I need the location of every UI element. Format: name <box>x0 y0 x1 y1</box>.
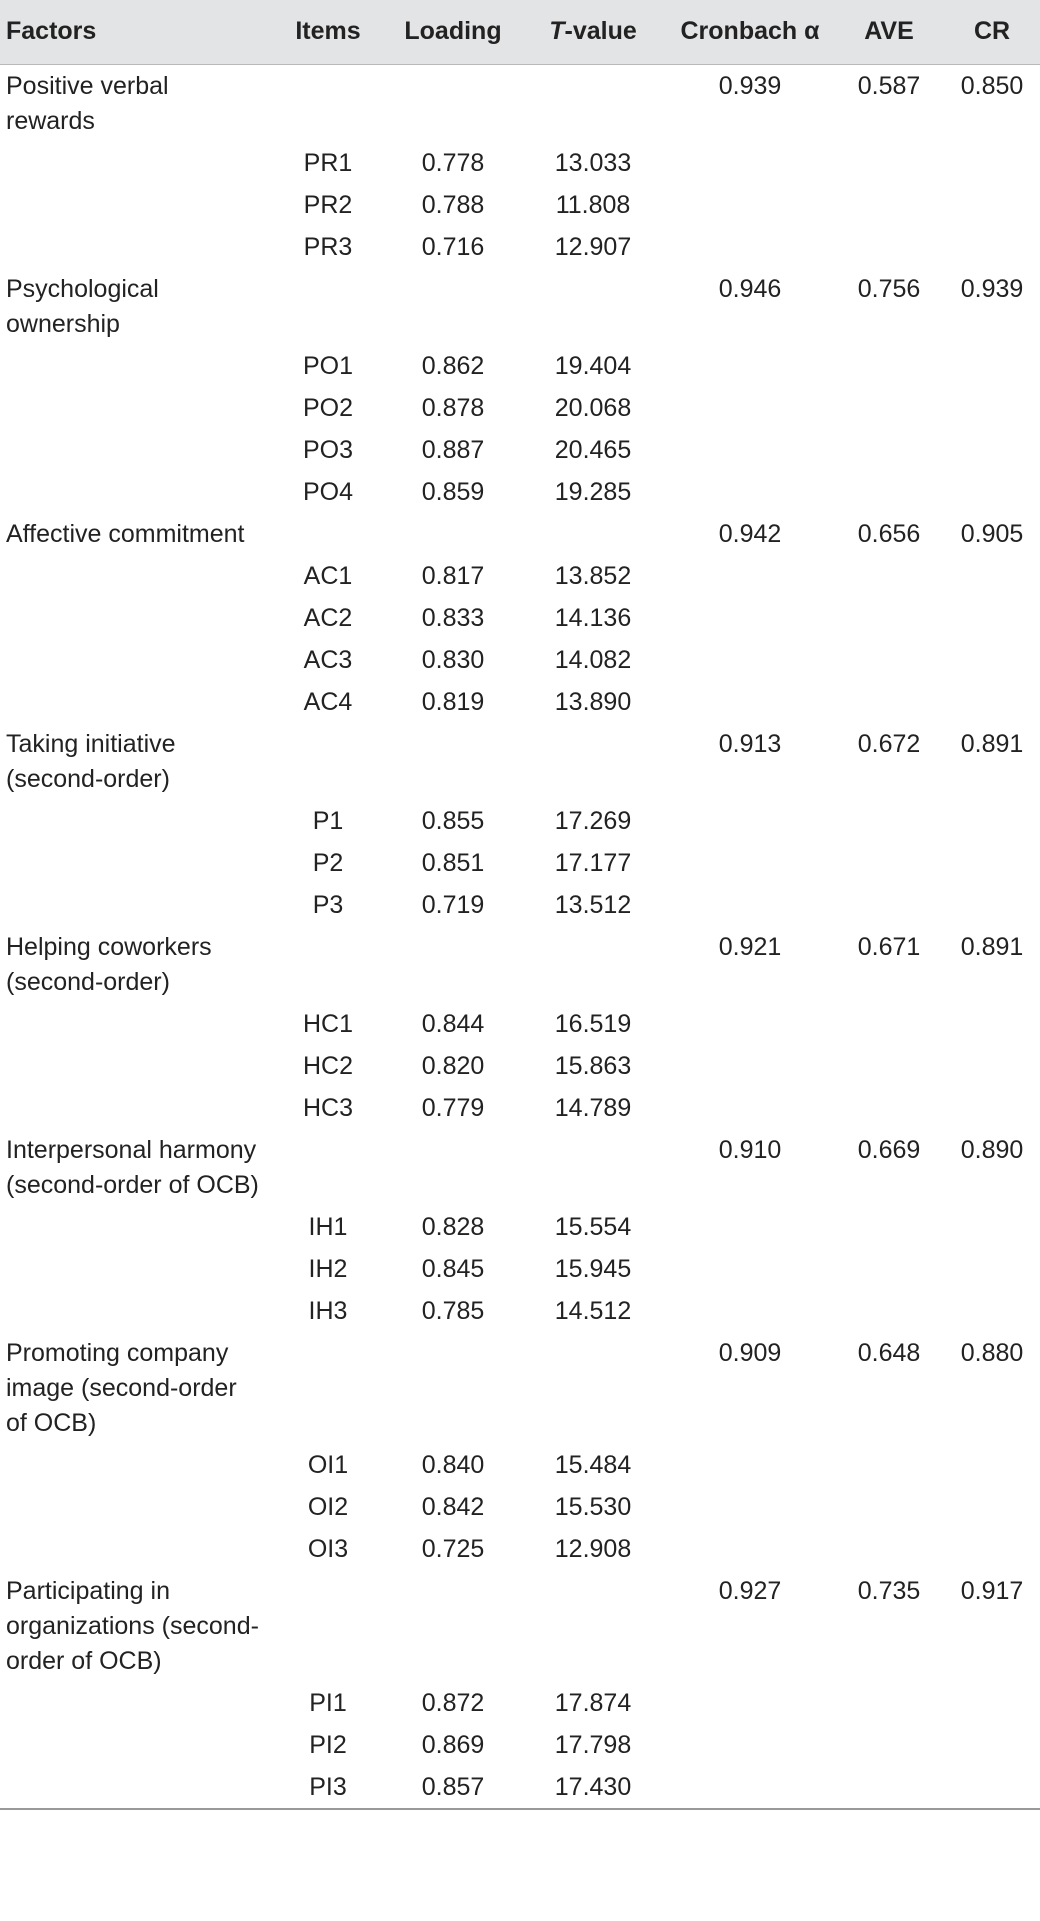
empty-cell <box>666 387 834 429</box>
item-id: HC2 <box>302 1051 353 1080</box>
item-row <box>0 142 1040 184</box>
item-row <box>0 429 1040 471</box>
empty-cell <box>944 1724 1040 1766</box>
empty-cell <box>520 268 666 345</box>
t-value: 15.863 <box>554 1051 632 1080</box>
item-row <box>0 1248 1040 1290</box>
empty-cell <box>666 884 834 926</box>
empty-cell <box>834 639 944 681</box>
empty-cell <box>386 723 520 800</box>
t-value: 13.033 <box>554 148 632 177</box>
empty-cell <box>386 926 520 1003</box>
empty-cell <box>0 1766 270 1809</box>
empty-cell <box>0 681 270 723</box>
empty-cell <box>666 1486 834 1528</box>
loading-value: 0.855 <box>421 806 485 835</box>
t-value: 12.908 <box>554 1534 632 1563</box>
item-id: AC2 <box>303 603 353 632</box>
item-id: IH1 <box>308 1212 348 1241</box>
factor-name: Affective commitment <box>6 519 245 548</box>
empty-cell <box>520 1332 666 1444</box>
empty-cell <box>666 1682 834 1724</box>
empty-cell <box>944 1045 1040 1087</box>
item-row <box>0 226 1040 268</box>
cr-value: 0.917 <box>960 1576 1024 1605</box>
factor-name: Interpersonal harmony (second-order of OCB) <box>6 1135 259 1199</box>
empty-cell <box>944 1003 1040 1045</box>
empty-cell <box>944 226 1040 268</box>
empty-cell <box>944 1087 1040 1129</box>
header-row <box>0 0 1040 64</box>
ave-value: 0.656 <box>857 519 921 548</box>
empty-cell <box>270 1332 386 1444</box>
item-row <box>0 345 1040 387</box>
cronbach-alpha-value: 0.913 <box>718 729 782 758</box>
empty-cell <box>0 842 270 884</box>
empty-cell <box>834 1486 944 1528</box>
t-value: 14.136 <box>554 603 632 632</box>
factor-name: Helping coworkers (second-order) <box>6 932 212 996</box>
cronbach-alpha-value: 0.910 <box>718 1135 782 1164</box>
item-row <box>0 1045 1040 1087</box>
header-loading: Loading <box>386 0 520 64</box>
loading-value: 0.788 <box>421 190 485 219</box>
loading-value: 0.887 <box>421 435 485 464</box>
t-value: 15.554 <box>554 1212 632 1241</box>
t-value: 11.808 <box>555 190 631 219</box>
loading-value: 0.820 <box>421 1051 485 1080</box>
item-row <box>0 1724 1040 1766</box>
item-row <box>0 884 1040 926</box>
item-id: PR1 <box>303 148 353 177</box>
empty-cell <box>666 1444 834 1486</box>
item-id: P2 <box>312 848 344 877</box>
empty-cell <box>834 184 944 226</box>
empty-cell <box>834 1087 944 1129</box>
item-row <box>0 1003 1040 1045</box>
empty-cell <box>0 1682 270 1724</box>
empty-cell <box>520 513 666 555</box>
empty-cell <box>0 429 270 471</box>
item-id: PO4 <box>302 477 354 506</box>
empty-cell <box>834 387 944 429</box>
empty-cell <box>834 800 944 842</box>
item-id: HC1 <box>302 1009 353 1038</box>
empty-cell <box>0 345 270 387</box>
empty-cell <box>834 1290 944 1332</box>
empty-cell <box>834 471 944 513</box>
empty-cell <box>270 268 386 345</box>
empty-cell <box>0 1724 270 1766</box>
empty-cell <box>944 184 1040 226</box>
empty-cell <box>0 1045 270 1087</box>
empty-cell <box>834 1682 944 1724</box>
empty-cell <box>666 345 834 387</box>
t-value: 15.484 <box>554 1450 632 1479</box>
item-row <box>0 555 1040 597</box>
empty-cell <box>386 513 520 555</box>
empty-cell <box>666 800 834 842</box>
empty-cell <box>944 471 1040 513</box>
item-row <box>0 1444 1040 1486</box>
empty-cell <box>666 471 834 513</box>
empty-cell <box>0 800 270 842</box>
item-id: IH2 <box>308 1254 348 1283</box>
empty-cell <box>270 513 386 555</box>
cronbach-alpha-value: 0.909 <box>718 1338 782 1367</box>
empty-cell <box>944 1528 1040 1570</box>
cr-value: 0.890 <box>960 1135 1024 1164</box>
loading-value: 0.833 <box>421 603 485 632</box>
t-value: 14.789 <box>554 1093 632 1122</box>
item-row <box>0 1528 1040 1570</box>
cronbach-alpha-value: 0.939 <box>718 71 782 100</box>
ave-value: 0.669 <box>857 1135 921 1164</box>
empty-cell <box>834 345 944 387</box>
item-id: AC1 <box>303 561 353 590</box>
item-id: PO2 <box>302 393 354 422</box>
loading-value: 0.859 <box>421 477 485 506</box>
loading-value: 0.878 <box>421 393 485 422</box>
factor-row <box>0 1332 1040 1444</box>
empty-cell <box>834 429 944 471</box>
t-value: 17.430 <box>520 1766 666 1809</box>
empty-cell <box>834 1766 944 1809</box>
t-value: 13.512 <box>554 890 632 919</box>
item-id: PR2 <box>303 190 353 219</box>
empty-cell <box>520 723 666 800</box>
item-id: HC3 <box>302 1093 353 1122</box>
empty-cell <box>944 1486 1040 1528</box>
loading-value: 0.785 <box>421 1296 485 1325</box>
empty-cell <box>0 184 270 226</box>
factor-row <box>0 926 1040 1003</box>
loading-value: 0.817 <box>421 561 485 590</box>
loading-value: 0.862 <box>421 351 485 380</box>
loading-value: 0.857 <box>386 1766 520 1809</box>
factor-name: Positive verbal rewards <box>6 71 169 135</box>
t-value: 20.068 <box>554 393 632 422</box>
factor-name: Taking initiative (second-order) <box>6 729 176 793</box>
empty-cell <box>944 555 1040 597</box>
item-row <box>0 1766 1040 1809</box>
factor-name: Psychological ownership <box>6 274 159 338</box>
empty-cell <box>0 1003 270 1045</box>
loading-value: 0.719 <box>421 890 485 919</box>
factor-row <box>0 1129 1040 1206</box>
t-value: 13.852 <box>554 561 632 590</box>
empty-cell <box>386 1570 520 1682</box>
item-row <box>0 639 1040 681</box>
empty-cell <box>666 1766 834 1809</box>
empty-cell <box>520 926 666 1003</box>
empty-cell <box>944 1206 1040 1248</box>
item-row <box>0 471 1040 513</box>
header-t-suffix: -value <box>564 17 637 46</box>
loading-value: 0.828 <box>421 1212 485 1241</box>
cr-value: 0.850 <box>960 71 1024 100</box>
empty-cell <box>0 555 270 597</box>
ave-value: 0.587 <box>857 71 921 100</box>
empty-cell <box>666 1528 834 1570</box>
empty-cell <box>666 555 834 597</box>
empty-cell <box>0 597 270 639</box>
t-value: 19.285 <box>554 477 632 506</box>
ave-value: 0.648 <box>857 1338 921 1367</box>
empty-cell <box>666 681 834 723</box>
empty-cell <box>834 142 944 184</box>
item-id: IH3 <box>308 1296 348 1325</box>
empty-cell <box>666 1045 834 1087</box>
item-id: P1 <box>312 806 344 835</box>
loading-value: 0.819 <box>421 687 485 716</box>
loading-value: 0.779 <box>421 1093 485 1122</box>
empty-cell <box>944 639 1040 681</box>
header-factors: Factors <box>0 0 270 64</box>
t-value: 17.269 <box>554 806 632 835</box>
cronbach-alpha-value: 0.921 <box>718 932 782 961</box>
t-value: 14.082 <box>554 645 632 674</box>
t-value: 20.465 <box>554 435 632 464</box>
empty-cell <box>386 1129 520 1206</box>
empty-cell <box>834 226 944 268</box>
empty-cell <box>834 1444 944 1486</box>
ave-value: 0.735 <box>857 1576 921 1605</box>
factor-name: Participating in organizations (second-order of OCB) <box>6 1576 259 1675</box>
empty-cell <box>944 429 1040 471</box>
empty-cell <box>0 639 270 681</box>
loading-value: 0.844 <box>421 1009 485 1038</box>
t-value: 15.945 <box>554 1254 632 1283</box>
factor-name: Promoting company image (second-order of OCB) <box>6 1338 237 1437</box>
item-row <box>0 597 1040 639</box>
loading-value: 0.725 <box>421 1534 485 1563</box>
empty-cell <box>944 345 1040 387</box>
empty-cell <box>944 884 1040 926</box>
empty-cell <box>944 1682 1040 1724</box>
factor-row <box>0 723 1040 800</box>
empty-cell <box>666 639 834 681</box>
empty-cell <box>520 1129 666 1206</box>
empty-cell <box>270 723 386 800</box>
t-value: 14.512 <box>554 1296 632 1325</box>
item-row <box>0 681 1040 723</box>
empty-cell <box>270 64 386 142</box>
header-t-value <box>520 0 666 64</box>
cr-value: 0.905 <box>960 519 1024 548</box>
empty-cell <box>666 226 834 268</box>
empty-cell <box>0 1206 270 1248</box>
loading-value: 0.716 <box>421 232 485 261</box>
empty-cell <box>666 1724 834 1766</box>
empty-cell <box>270 1570 386 1682</box>
empty-cell <box>386 64 520 142</box>
item-id: OI1 <box>307 1450 349 1479</box>
loading-value: 0.869 <box>421 1730 485 1759</box>
empty-cell <box>0 1087 270 1129</box>
empty-cell <box>944 681 1040 723</box>
item-row <box>0 1486 1040 1528</box>
cr-value: 0.891 <box>960 729 1024 758</box>
item-row <box>0 842 1040 884</box>
item-row <box>0 184 1040 226</box>
loading-value: 0.840 <box>421 1450 485 1479</box>
empty-cell <box>0 1486 270 1528</box>
t-value: 17.177 <box>554 848 632 877</box>
empty-cell <box>520 1570 666 1682</box>
ave-value: 0.671 <box>857 932 921 961</box>
loading-value: 0.842 <box>421 1492 485 1521</box>
header-cronbach: Cronbach α <box>666 0 834 64</box>
empty-cell <box>834 597 944 639</box>
empty-cell <box>944 1248 1040 1290</box>
cr-value: 0.880 <box>960 1338 1024 1367</box>
empty-cell <box>944 1444 1040 1486</box>
header-items: Items <box>270 0 386 64</box>
t-value: 13.890 <box>554 687 632 716</box>
empty-cell <box>270 1129 386 1206</box>
item-id: AC3 <box>303 645 353 674</box>
empty-cell <box>520 64 666 142</box>
empty-cell <box>834 1248 944 1290</box>
empty-cell <box>0 142 270 184</box>
table-body <box>0 64 1040 1809</box>
empty-cell <box>666 184 834 226</box>
ave-value: 0.672 <box>857 729 921 758</box>
empty-cell <box>834 1003 944 1045</box>
empty-cell <box>666 429 834 471</box>
ave-value: 0.756 <box>857 274 921 303</box>
empty-cell <box>270 926 386 1003</box>
factor-row <box>0 1570 1040 1682</box>
empty-cell <box>834 842 944 884</box>
empty-cell <box>944 800 1040 842</box>
empty-cell <box>0 1528 270 1570</box>
item-id: PO1 <box>302 351 354 380</box>
t-value: 17.798 <box>554 1730 632 1759</box>
loading-value: 0.845 <box>421 1254 485 1283</box>
loading-value: 0.872 <box>421 1688 485 1717</box>
empty-cell <box>386 268 520 345</box>
empty-cell <box>944 142 1040 184</box>
empty-cell <box>666 842 834 884</box>
cr-value: 0.891 <box>960 932 1024 961</box>
t-value: 15.530 <box>554 1492 632 1521</box>
empty-cell <box>0 471 270 513</box>
empty-cell <box>834 555 944 597</box>
item-row <box>0 1206 1040 1248</box>
header-ave: AVE <box>834 0 944 64</box>
item-row <box>0 1682 1040 1724</box>
item-row <box>0 1290 1040 1332</box>
t-value: 17.874 <box>554 1688 632 1717</box>
empty-cell <box>0 226 270 268</box>
empty-cell <box>666 1206 834 1248</box>
empty-cell <box>0 1290 270 1332</box>
empty-cell <box>834 1528 944 1570</box>
factor-row <box>0 513 1040 555</box>
loading-value: 0.851 <box>421 848 485 877</box>
cronbach-alpha-value: 0.927 <box>718 1576 782 1605</box>
loading-value: 0.830 <box>421 645 485 674</box>
empty-cell <box>944 1290 1040 1332</box>
item-id: AC4 <box>303 687 353 716</box>
item-row <box>0 800 1040 842</box>
empty-cell <box>834 1045 944 1087</box>
item-id: PI1 <box>309 1688 347 1717</box>
empty-cell <box>666 142 834 184</box>
item-row <box>0 387 1040 429</box>
item-id: PR3 <box>303 232 353 261</box>
empty-cell <box>666 1087 834 1129</box>
empty-cell <box>0 1248 270 1290</box>
factor-row <box>0 64 1040 142</box>
empty-cell <box>666 1290 834 1332</box>
empty-cell <box>834 1206 944 1248</box>
header-t-letter: T <box>549 17 565 46</box>
empty-cell <box>0 387 270 429</box>
table-header <box>0 0 1040 64</box>
empty-cell <box>944 842 1040 884</box>
empty-cell <box>386 1332 520 1444</box>
item-id: PI2 <box>309 1730 347 1759</box>
cronbach-alpha-value: 0.946 <box>718 274 782 303</box>
empty-cell <box>944 1766 1040 1809</box>
empty-cell <box>834 1724 944 1766</box>
t-value: 16.519 <box>554 1009 632 1038</box>
item-id: P3 <box>312 890 344 919</box>
empty-cell <box>834 884 944 926</box>
empty-cell <box>944 387 1040 429</box>
t-value: 12.907 <box>554 232 632 261</box>
loading-value: 0.778 <box>421 148 485 177</box>
item-id: OI3 <box>307 1534 349 1563</box>
empty-cell <box>944 597 1040 639</box>
cronbach-alpha-value: 0.942 <box>718 519 782 548</box>
empty-cell <box>666 1003 834 1045</box>
empty-cell <box>0 884 270 926</box>
empty-cell <box>666 1248 834 1290</box>
empty-cell <box>0 1444 270 1486</box>
empty-cell <box>666 597 834 639</box>
item-id: PO3 <box>302 435 354 464</box>
empty-cell <box>834 681 944 723</box>
t-value: 19.404 <box>554 351 632 380</box>
item-row <box>0 1087 1040 1129</box>
header-cr: CR <box>944 0 1040 64</box>
factor-row <box>0 268 1040 345</box>
item-id: OI2 <box>307 1492 349 1521</box>
item-id: PI3 <box>270 1766 386 1809</box>
cr-value: 0.939 <box>960 274 1024 303</box>
